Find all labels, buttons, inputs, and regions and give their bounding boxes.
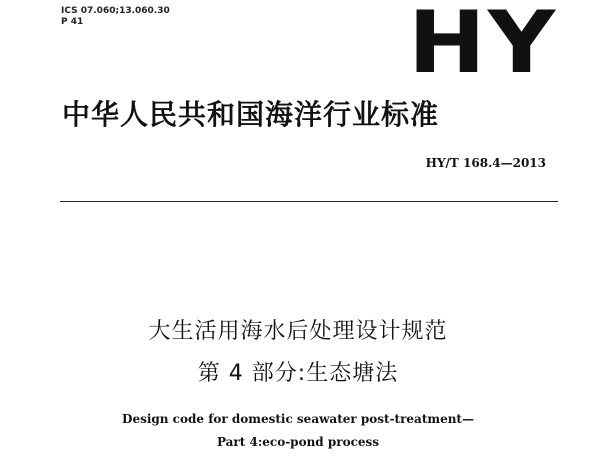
chinese-title-line-1: 大生活用海水后处理设计规范: [148, 319, 448, 344]
english-title-line-2: Part 4:eco-pond process: [216, 435, 380, 449]
header-divider: [60, 201, 558, 202]
english-title-line-1: Design code for domestic seawater post-treatment—: [122, 412, 474, 426]
ics-code: ICS 07.060;13.060.30: [61, 6, 170, 16]
chinese-title-line-2: 第 4 部分:生态塘法: [197, 361, 399, 386]
classification-codes: [61, 6, 170, 28]
category-code: P 41: [61, 17, 84, 27]
hy-logo: HY: [408, 0, 558, 93]
standard-org-title: 中华人民共和国海洋行业标准: [62, 98, 440, 131]
standard-number: HY/T 168.4—2013: [425, 156, 546, 170]
